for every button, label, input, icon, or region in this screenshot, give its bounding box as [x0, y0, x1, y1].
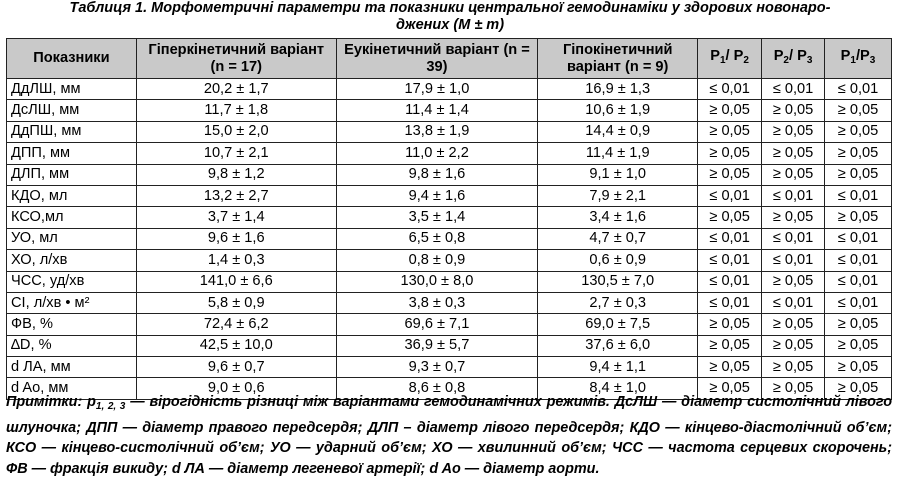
cell-p2-p3: ≥ 0,05 — [762, 121, 825, 142]
table-row — [7, 207, 892, 228]
header-p2-p3: $P_2/$ $P_3$ — [762, 39, 825, 79]
notes-text: — вірогідність різниці між варіантами гемодинамічних режимів. ДсЛШ — діаметр систолічний лівого шлуночка; ДПП — діаметр правого передсердя; ДЛП – діаметр лівого передсердя; КДО — кінцево-діастолічний об’єм; КСО — кінцево-систолічний об’єм; УО — ударний об’єм; ХО — хвилинний об’єм; ЧСС — частота серцевих скорочень; ФВ — фракція викиду; d ЛА — діаметр легеневої артерії; d Ao — діаметр аорти. — [6, 394, 892, 477]
cell-p1-p3: ≤ 0,01 — [825, 185, 892, 206]
cell-p1-p2: ≥ 0,05 — [698, 207, 762, 228]
cell-p1-p2: ≤ 0,01 — [698, 228, 762, 249]
table-row — [7, 335, 892, 356]
cell-p2-p3: ≥ 0,05 — [762, 357, 825, 378]
table-row — [7, 79, 892, 100]
cell-p1-p3: ≥ 0,05 — [825, 100, 892, 121]
cell-indicator: d ЛА, мм — [7, 357, 137, 378]
cell-p2-p3: ≥ 0,05 — [762, 207, 825, 228]
cell-p2-p3: ≥ 0,05 — [762, 100, 825, 121]
cell-p1-p2: ≤ 0,01 — [698, 185, 762, 206]
table-row — [7, 228, 892, 249]
cell-hyperkinetic: 1,4 ± 0,3 — [136, 250, 336, 271]
cell-hyperkinetic: 9,0 ± 0,6 — [136, 378, 336, 399]
cell-eukinetic: 9,3 ± 0,7 — [336, 357, 538, 378]
cell-indicator: ∆D, % — [7, 335, 137, 356]
cell-hypokinetic: 0,6 ± 0,9 — [538, 250, 698, 271]
cell-p1-p3: ≤ 0,01 — [825, 292, 892, 313]
cell-eukinetic: 11,0 ± 2,2 — [336, 143, 538, 164]
cell-hyperkinetic: 10,7 ± 2,1 — [136, 143, 336, 164]
cell-hypokinetic: 37,6 ± 6,0 — [538, 335, 698, 356]
cell-hypokinetic: 8,4 ± 1,0 — [538, 378, 698, 399]
notes-lead-sub: 1, 2, 3 — [95, 401, 126, 412]
table-body — [7, 79, 892, 400]
cell-eukinetic: 13,8 ± 1,9 — [336, 121, 538, 142]
cell-hypokinetic: 3,4 ± 1,6 — [538, 207, 698, 228]
cell-hypokinetic: 7,9 ± 2,1 — [538, 185, 698, 206]
cell-eukinetic: 6,5 ± 0,8 — [336, 228, 538, 249]
cell-indicator: ДдЛШ, мм — [7, 79, 137, 100]
cell-indicator: CI, л/хв • м² — [7, 292, 137, 313]
cell-hyperkinetic: 5,8 ± 0,9 — [136, 292, 336, 313]
cell-hypokinetic: 2,7 ± 0,3 — [538, 292, 698, 313]
cell-hyperkinetic: 15,0 ± 2,0 — [136, 121, 336, 142]
caption-line-2: джених (M ± m) — [395, 17, 505, 33]
cell-p1-p3: ≤ 0,01 — [825, 250, 892, 271]
cell-p1-p3: ≥ 0,05 — [825, 378, 892, 399]
cell-eukinetic: 11,4 ± 1,4 — [336, 100, 538, 121]
cell-hypokinetic: 130,5 ± 7,0 — [538, 271, 698, 292]
header-p1-p3: $P_1/P_3$ — [825, 39, 892, 79]
table-row — [7, 271, 892, 292]
cell-p1-p2: ≥ 0,05 — [698, 100, 762, 121]
cell-p1-p3: ≥ 0,05 — [825, 143, 892, 164]
cell-hyperkinetic: 9,6 ± 0,7 — [136, 357, 336, 378]
cell-p1-p3: ≥ 0,05 — [825, 314, 892, 335]
cell-eukinetic: 9,4 ± 1,6 — [336, 185, 538, 206]
table-header-row — [7, 39, 892, 79]
table-row — [7, 185, 892, 206]
cell-hypokinetic: 9,1 ± 1,0 — [538, 164, 698, 185]
notes-lead: Примітки: р — [6, 394, 96, 410]
cell-eukinetic: 17,9 ± 1,0 — [336, 79, 538, 100]
cell-hypokinetic: 69,0 ± 7,5 — [538, 314, 698, 335]
cell-hypokinetic: 14,4 ± 0,9 — [538, 121, 698, 142]
cell-eukinetic: 3,5 ± 1,4 — [336, 207, 538, 228]
hemodynamics-table — [6, 38, 892, 400]
cell-p1-p3: ≤ 0,01 — [825, 79, 892, 100]
table-row — [7, 143, 892, 164]
cell-p1-p3: ≤ 0,01 — [825, 228, 892, 249]
cell-p1-p2: ≤ 0,01 — [698, 292, 762, 313]
cell-hypokinetic: 9,4 ± 1,1 — [538, 357, 698, 378]
cell-hypokinetic: 10,6 ± 1,9 — [538, 100, 698, 121]
cell-eukinetic: 9,8 ± 1,6 — [336, 164, 538, 185]
cell-hyperkinetic: 141,0 ± 6,6 — [136, 271, 336, 292]
cell-p2-p3: ≥ 0,05 — [762, 314, 825, 335]
cell-p1-p3: ≥ 0,05 — [825, 121, 892, 142]
cell-eukinetic: 8,6 ± 0,8 — [336, 378, 538, 399]
cell-indicator: КДО, мл — [7, 185, 137, 206]
table-row — [7, 250, 892, 271]
cell-eukinetic: 69,6 ± 7,1 — [336, 314, 538, 335]
cell-indicator: КСО,мл — [7, 207, 137, 228]
header-indicator: Показники — [7, 39, 137, 79]
cell-p1-p3: ≥ 0,05 — [825, 357, 892, 378]
cell-p1-p2: ≥ 0,05 — [698, 357, 762, 378]
cell-indicator: ДПП, мм — [7, 143, 137, 164]
cell-p2-p3: ≥ 0,05 — [762, 271, 825, 292]
cell-hyperkinetic: 20,2 ± 1,7 — [136, 79, 336, 100]
table-notes — [6, 392, 892, 479]
cell-hyperkinetic: 9,8 ± 1,2 — [136, 164, 336, 185]
cell-indicator: ДЛП, мм — [7, 164, 137, 185]
cell-indicator: ДсЛШ, мм — [7, 100, 137, 121]
cell-indicator: ДдПШ, мм — [7, 121, 137, 142]
table-caption — [8, 0, 892, 34]
cell-p2-p3: ≥ 0,05 — [762, 164, 825, 185]
cell-p1-p3: ≥ 0,05 — [825, 164, 892, 185]
cell-hypokinetic: 4,7 ± 0,7 — [538, 228, 698, 249]
cell-indicator: УО, мл — [7, 228, 137, 249]
cell-p2-p3: ≤ 0,01 — [762, 228, 825, 249]
cell-p1-p2: ≥ 0,05 — [698, 143, 762, 164]
header-eukinetic: Еукінетичний варіант (n = 39) — [336, 39, 538, 79]
cell-p1-p2: ≥ 0,05 — [698, 378, 762, 399]
cell-p2-p3: ≤ 0,01 — [762, 292, 825, 313]
cell-indicator: ЧСС, уд/хв — [7, 271, 137, 292]
cell-indicator: ХО, л/хв — [7, 250, 137, 271]
cell-hypokinetic: 16,9 ± 1,3 — [538, 79, 698, 100]
cell-p1-p2: ≥ 0,05 — [698, 335, 762, 356]
cell-hyperkinetic: 72,4 ± 6,2 — [136, 314, 336, 335]
cell-hypokinetic: 11,4 ± 1,9 — [538, 143, 698, 164]
cell-p1-p2: ≤ 0,01 — [698, 79, 762, 100]
cell-eukinetic: 36,9 ± 5,7 — [336, 335, 538, 356]
cell-p1-p2: ≥ 0,05 — [698, 164, 762, 185]
table-row — [7, 292, 892, 313]
cell-p1-p3: ≥ 0,05 — [825, 335, 892, 356]
cell-indicator: ФВ, % — [7, 314, 137, 335]
cell-p1-p3: ≥ 0,05 — [825, 207, 892, 228]
cell-p2-p3: ≤ 0,01 — [762, 185, 825, 206]
cell-p2-p3: ≥ 0,05 — [762, 143, 825, 164]
cell-hyperkinetic: 11,7 ± 1,8 — [136, 100, 336, 121]
cell-hyperkinetic: 42,5 ± 10,0 — [136, 335, 336, 356]
table-row — [7, 164, 892, 185]
cell-p1-p2: ≥ 0,05 — [698, 121, 762, 142]
header-hyperkinetic: Гіперкінетичний варіант (n = 17) — [136, 39, 336, 79]
cell-eukinetic: 3,8 ± 0,3 — [336, 292, 538, 313]
cell-p2-p3: ≤ 0,01 — [762, 79, 825, 100]
cell-hyperkinetic: 13,2 ± 2,7 — [136, 185, 336, 206]
table-row — [7, 121, 892, 142]
cell-hyperkinetic: 3,7 ± 1,4 — [136, 207, 336, 228]
cell-p1-p3: ≤ 0,01 — [825, 271, 892, 292]
cell-p2-p3: ≥ 0,05 — [762, 378, 825, 399]
cell-p1-p2: ≤ 0,01 — [698, 250, 762, 271]
header-hypokinetic: Гіпокінетичний варіант (n = 9) — [538, 39, 698, 79]
table-row — [7, 314, 892, 335]
cell-p2-p3: ≤ 0,01 — [762, 250, 825, 271]
cell-p1-p2: ≥ 0,05 — [698, 314, 762, 335]
cell-p2-p3: ≥ 0,05 — [762, 335, 825, 356]
cell-p1-p2: ≤ 0,01 — [698, 271, 762, 292]
cell-hyperkinetic: 9,6 ± 1,6 — [136, 228, 336, 249]
header-p1-p2: $P_1/$ $P_2$ — [698, 39, 762, 79]
caption-line-1: Таблиця 1. Морфометричні параметри та показники центральної гемодинаміки у здорових новонаро- — [69, 0, 831, 16]
cell-indicator: d Ao, мм — [7, 378, 137, 399]
table-row — [7, 357, 892, 378]
cell-eukinetic: 0,8 ± 0,9 — [336, 250, 538, 271]
cell-eukinetic: 130,0 ± 8,0 — [336, 271, 538, 292]
table-row — [7, 100, 892, 121]
